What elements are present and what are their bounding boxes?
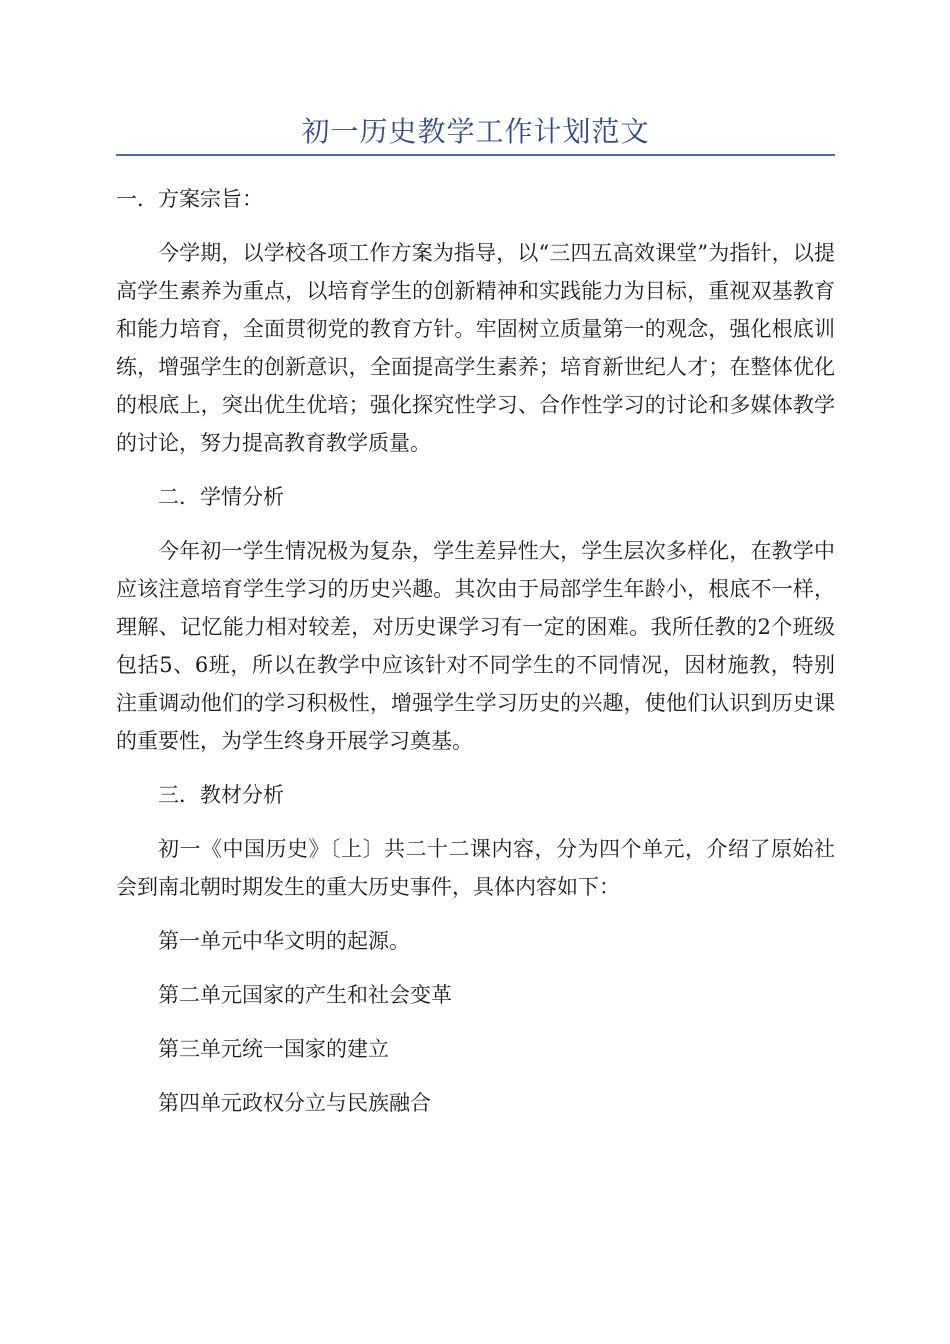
paragraph-student-analysis: 今年初一学生情况极为复杂，学生差异性大，学生层次多样化，在教学中应该注意培育学生学习的历史兴趣。其次由于局部学生年龄小，根底不一样，理解、记忆能力相对较差，对历史课学习有一定的困难。我所任教的2个班级包括5、6班，所以在教学中应该针对不同学生的不同情况，因材施教，特别注重调动他们的学习积极性，增强学生学习历史的兴趣，使他们认识到历史课的重要性，为学生终身开展学习奠基。	[116, 539, 835, 753]
paragraph-textbook-analysis: 初一《中国历史》〔上〕共二十二课内容，分为四个单元，介绍了原始社会到南北朝时期发生的重大历史事件，具体内容如下：	[116, 837, 835, 899]
section-heading-textbook-analysis: 三．教材分析	[158, 783, 284, 807]
title-underline	[116, 154, 835, 156]
unit-item: 第一单元中华文明的起源。	[158, 929, 410, 953]
section-heading-student-analysis: 二．学情分析	[158, 485, 284, 509]
document-title: 初一历史教学工作计划范文	[301, 115, 650, 148]
unit-item: 第二单元国家的产生和社会变革	[158, 983, 452, 1007]
section-heading-purpose: 一．方案宗旨：	[116, 187, 263, 211]
document-body	[116, 180, 835, 1138]
paragraph-purpose: 今学期，以学校各项工作方案为指导，以“三四五高效课堂”为指针，以提高学生素养为重点，以培育学生的创新精神和实践能力为目标，重视双基教育和能力培育，全面贯彻党的教育方针。牢固树立质量第一的观念，强化根底训练，增强学生的创新意识，全面提高学生素养；培育新世纪人才；在整体优化的根底上，突出优生优培；强化探究性学习、合作性学习的讨论和多媒体教学的讨论，努力提高教育教学质量。	[116, 241, 835, 455]
unit-item: 第四单元政权分立与民族融合	[158, 1091, 431, 1115]
unit-item: 第三单元统一国家的建立	[158, 1037, 389, 1061]
